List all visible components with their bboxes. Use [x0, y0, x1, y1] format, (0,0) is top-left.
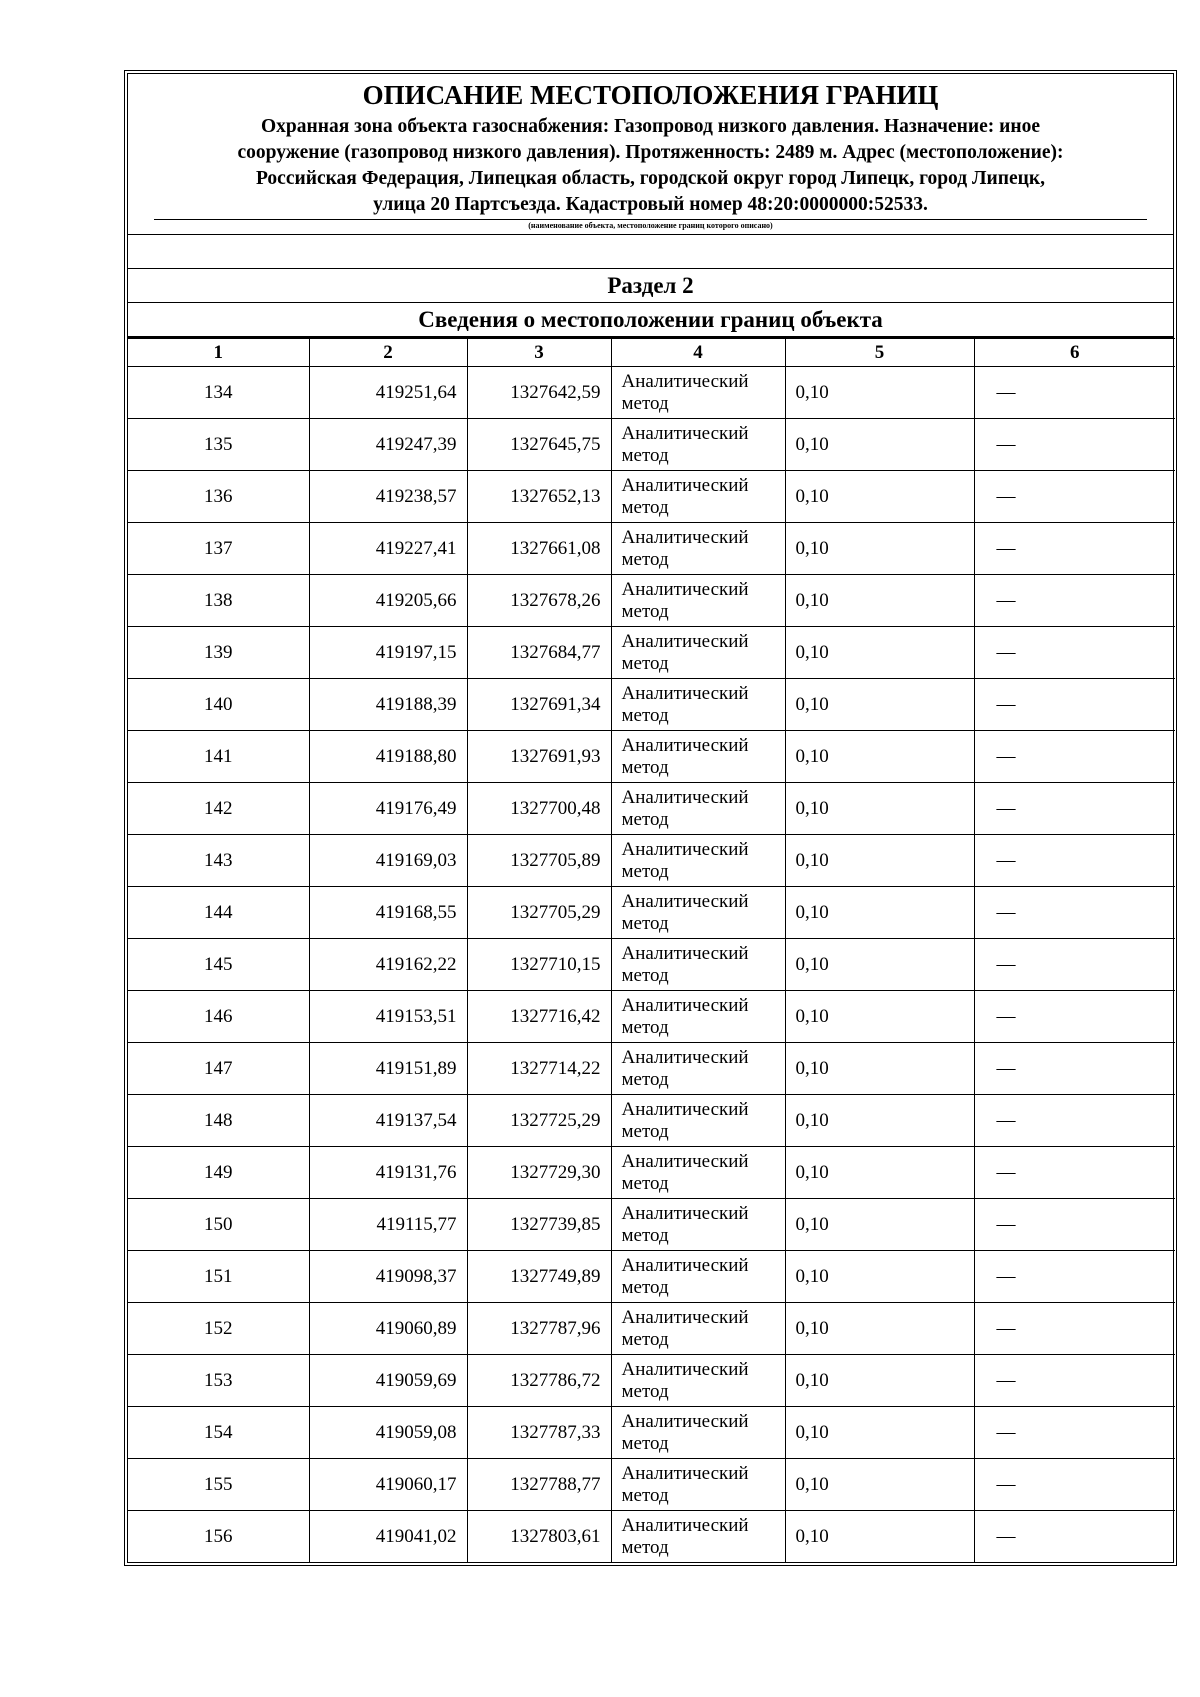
description-cell: — — [974, 1199, 1175, 1251]
accuracy-cell: 0,10 — [785, 627, 974, 679]
x-coordinate-cell: 419188,80 — [309, 731, 467, 783]
method-line: метод — [621, 1328, 669, 1350]
table-header-row — [128, 339, 1175, 367]
section-title: Сведения о местоположении границ объекта — [128, 303, 1173, 338]
method-cell — [611, 523, 785, 575]
method-cell — [611, 887, 785, 939]
method-line: метод — [621, 548, 669, 570]
method-cell — [611, 939, 785, 991]
point-number-cell: 154 — [128, 1407, 309, 1459]
table-row — [128, 887, 1175, 939]
table-row — [128, 679, 1175, 731]
table-row — [128, 627, 1175, 679]
method-line: метод — [621, 1484, 669, 1506]
point-number-cell: 148 — [128, 1095, 309, 1147]
table-row — [128, 1095, 1175, 1147]
point-number-cell: 147 — [128, 1043, 309, 1095]
y-coordinate-cell: 1327788,77 — [467, 1459, 611, 1511]
accuracy-cell: 0,10 — [785, 523, 974, 575]
method-line: метод — [621, 1276, 669, 1298]
table-row — [128, 1199, 1175, 1251]
description-cell: — — [974, 367, 1175, 419]
description-cell: — — [974, 1407, 1175, 1459]
method-cell — [611, 627, 785, 679]
table-row — [128, 1355, 1175, 1407]
point-number-cell: 155 — [128, 1459, 309, 1511]
x-coordinate-cell: 419169,03 — [309, 835, 467, 887]
subtitle-line: улица 20 Партсъезда. Кадастровый номер 48:20:0000000:52533. — [373, 194, 928, 215]
point-number-cell: 152 — [128, 1303, 309, 1355]
method-cell — [611, 679, 785, 731]
description-cell: — — [974, 1459, 1175, 1511]
method-cell — [611, 575, 785, 627]
x-coordinate-cell: 419060,17 — [309, 1459, 467, 1511]
x-coordinate-cell: 419162,22 — [309, 939, 467, 991]
method-line: метод — [621, 860, 669, 882]
y-coordinate-cell: 1327787,96 — [467, 1303, 611, 1355]
method-line: Аналитический — [621, 422, 749, 444]
method-line: Аналитический — [621, 734, 749, 756]
x-coordinate-cell: 419168,55 — [309, 887, 467, 939]
description-cell: — — [974, 1511, 1175, 1563]
method-line: Аналитический — [621, 890, 749, 912]
table-row — [128, 367, 1175, 419]
method-line: метод — [621, 912, 669, 934]
method-line: метод — [621, 756, 669, 778]
y-coordinate-cell: 1327739,85 — [467, 1199, 611, 1251]
method-line: Аналитический — [621, 1462, 749, 1484]
point-number-cell: 156 — [128, 1511, 309, 1563]
point-number-cell: 140 — [128, 679, 309, 731]
subtitle-line: Охранная зона объекта газоснабжения: Газопровод низкого давления. Назначение: иное — [261, 116, 1040, 137]
accuracy-cell: 0,10 — [785, 835, 974, 887]
method-cell — [611, 1043, 785, 1095]
table-row — [128, 1407, 1175, 1459]
method-cell — [611, 991, 785, 1043]
x-coordinate-cell: 419188,39 — [309, 679, 467, 731]
subtitle-line: Российская Федерация, Липецкая область, городской округ город Липецк, город Липецк, — [256, 168, 1045, 189]
y-coordinate-cell: 1327803,61 — [467, 1511, 611, 1563]
accuracy-cell: 0,10 — [785, 939, 974, 991]
method-line: Аналитический — [621, 1358, 749, 1380]
column-header: 2 — [309, 339, 467, 367]
x-coordinate-cell: 419137,54 — [309, 1095, 467, 1147]
document-frame — [124, 70, 1177, 1566]
y-coordinate-cell: 1327661,08 — [467, 523, 611, 575]
method-cell — [611, 1459, 785, 1511]
method-line: метод — [621, 1068, 669, 1090]
description-cell: — — [974, 1303, 1175, 1355]
method-line: метод — [621, 808, 669, 830]
accuracy-cell: 0,10 — [785, 679, 974, 731]
method-cell — [611, 1407, 785, 1459]
point-number-cell: 135 — [128, 419, 309, 471]
description-cell: — — [974, 835, 1175, 887]
y-coordinate-cell: 1327716,42 — [467, 991, 611, 1043]
table-row — [128, 1251, 1175, 1303]
x-coordinate-cell: 419059,08 — [309, 1407, 467, 1459]
point-number-cell: 142 — [128, 783, 309, 835]
y-coordinate-cell: 1327691,93 — [467, 731, 611, 783]
table-row — [128, 991, 1175, 1043]
y-coordinate-cell: 1327705,29 — [467, 887, 611, 939]
x-coordinate-cell: 419251,64 — [309, 367, 467, 419]
y-coordinate-cell: 1327700,48 — [467, 783, 611, 835]
method-line: Аналитический — [621, 578, 749, 600]
x-coordinate-cell: 419041,02 — [309, 1511, 467, 1563]
x-coordinate-cell: 419060,89 — [309, 1303, 467, 1355]
description-cell: — — [974, 1043, 1175, 1095]
method-line: Аналитический — [621, 1150, 749, 1172]
method-line: Аналитический — [621, 1410, 749, 1432]
table-row — [128, 471, 1175, 523]
description-cell: — — [974, 575, 1175, 627]
description-cell: — — [974, 627, 1175, 679]
y-coordinate-cell: 1327678,26 — [467, 575, 611, 627]
accuracy-cell: 0,10 — [785, 1043, 974, 1095]
accuracy-cell: 0,10 — [785, 471, 974, 523]
method-cell — [611, 1199, 785, 1251]
description-cell: — — [974, 887, 1175, 939]
description-cell: — — [974, 1147, 1175, 1199]
accuracy-cell: 0,10 — [785, 1511, 974, 1563]
object-caption: (наименование объекта, местоположение границ которого описано) — [528, 221, 773, 230]
method-cell — [611, 1511, 785, 1563]
method-line: метод — [621, 496, 669, 518]
description-cell: — — [974, 731, 1175, 783]
method-cell — [611, 367, 785, 419]
description-cell: — — [974, 1095, 1175, 1147]
method-line: метод — [621, 1120, 669, 1142]
y-coordinate-cell: 1327710,15 — [467, 939, 611, 991]
table-row — [128, 939, 1175, 991]
method-line: метод — [621, 1432, 669, 1454]
table-row — [128, 835, 1175, 887]
method-line: Аналитический — [621, 370, 749, 392]
method-line: Аналитический — [621, 1046, 749, 1068]
method-line: метод — [621, 704, 669, 726]
x-coordinate-cell: 419059,69 — [309, 1355, 467, 1407]
table-row — [128, 1043, 1175, 1095]
table-row — [128, 523, 1175, 575]
method-line: Аналитический — [621, 994, 749, 1016]
method-cell — [611, 471, 785, 523]
y-coordinate-cell: 1327725,29 — [467, 1095, 611, 1147]
accuracy-cell: 0,10 — [785, 1095, 974, 1147]
method-line: метод — [621, 600, 669, 622]
method-line: Аналитический — [621, 1254, 749, 1276]
method-line: метод — [621, 1172, 669, 1194]
point-number-cell: 141 — [128, 731, 309, 783]
method-cell — [611, 1355, 785, 1407]
accuracy-cell: 0,10 — [785, 731, 974, 783]
y-coordinate-cell: 1327786,72 — [467, 1355, 611, 1407]
method-line: Аналитический — [621, 1306, 749, 1328]
x-coordinate-cell: 419115,77 — [309, 1199, 467, 1251]
method-cell — [611, 1095, 785, 1147]
table-row — [128, 1303, 1175, 1355]
accuracy-cell: 0,10 — [785, 991, 974, 1043]
accuracy-cell: 0,10 — [785, 1459, 974, 1511]
table-row — [128, 1459, 1175, 1511]
method-line: метод — [621, 1536, 669, 1558]
subtitle-line: сооружение (газопровод низкого давления). Протяженность: 2489 м. Адрес (местоположение): — [237, 142, 1064, 163]
method-line: метод — [621, 1224, 669, 1246]
method-line: метод — [621, 392, 669, 414]
method-cell — [611, 419, 785, 471]
method-cell — [611, 731, 785, 783]
point-number-cell: 138 — [128, 575, 309, 627]
method-line: Аналитический — [621, 526, 749, 548]
x-coordinate-cell: 419151,89 — [309, 1043, 467, 1095]
method-cell — [611, 835, 785, 887]
y-coordinate-cell: 1327691,34 — [467, 679, 611, 731]
point-number-cell: 146 — [128, 991, 309, 1043]
method-line: метод — [621, 444, 669, 466]
y-coordinate-cell: 1327684,77 — [467, 627, 611, 679]
accuracy-cell: 0,10 — [785, 367, 974, 419]
description-cell: — — [974, 419, 1175, 471]
section-number: Раздел 2 — [128, 269, 1173, 303]
x-coordinate-cell: 419098,37 — [309, 1251, 467, 1303]
document-header — [128, 74, 1173, 235]
point-number-cell: 145 — [128, 939, 309, 991]
method-line: метод — [621, 652, 669, 674]
method-line: Аналитический — [621, 682, 749, 704]
subtitle-underlined-line — [154, 192, 1147, 220]
blank-row — [128, 235, 1173, 269]
description-cell: — — [974, 783, 1175, 835]
x-coordinate-cell: 419247,39 — [309, 419, 467, 471]
x-coordinate-cell: 419131,76 — [309, 1147, 467, 1199]
column-header: 1 — [128, 339, 309, 367]
description-cell: — — [974, 471, 1175, 523]
y-coordinate-cell: 1327642,59 — [467, 367, 611, 419]
document-subtitle — [138, 114, 1163, 220]
point-number-cell: 149 — [128, 1147, 309, 1199]
table-row — [128, 1147, 1175, 1199]
table-row — [128, 1511, 1175, 1563]
method-line: Аналитический — [621, 1202, 749, 1224]
accuracy-cell: 0,10 — [785, 887, 974, 939]
coordinates-table — [128, 338, 1175, 1562]
x-coordinate-cell: 419238,57 — [309, 471, 467, 523]
column-header: 5 — [785, 339, 974, 367]
description-cell: — — [974, 523, 1175, 575]
description-cell: — — [974, 1355, 1175, 1407]
y-coordinate-cell: 1327652,13 — [467, 471, 611, 523]
point-number-cell: 134 — [128, 367, 309, 419]
method-cell — [611, 783, 785, 835]
description-cell: — — [974, 991, 1175, 1043]
point-number-cell: 150 — [128, 1199, 309, 1251]
method-line: Аналитический — [621, 474, 749, 496]
x-coordinate-cell: 419153,51 — [309, 991, 467, 1043]
accuracy-cell: 0,10 — [785, 1147, 974, 1199]
accuracy-cell: 0,10 — [785, 1199, 974, 1251]
table-row — [128, 783, 1175, 835]
x-coordinate-cell: 419176,49 — [309, 783, 467, 835]
method-line: Аналитический — [621, 786, 749, 808]
method-line: Аналитический — [621, 942, 749, 964]
accuracy-cell: 0,10 — [785, 419, 974, 471]
description-cell: — — [974, 679, 1175, 731]
x-coordinate-cell: 419197,15 — [309, 627, 467, 679]
table-row — [128, 731, 1175, 783]
method-cell — [611, 1147, 785, 1199]
y-coordinate-cell: 1327705,89 — [467, 835, 611, 887]
document-inner-frame — [127, 73, 1174, 1563]
y-coordinate-cell: 1327749,89 — [467, 1251, 611, 1303]
y-coordinate-cell: 1327645,75 — [467, 419, 611, 471]
y-coordinate-cell: 1327714,22 — [467, 1043, 611, 1095]
method-line: метод — [621, 1016, 669, 1038]
column-header: 3 — [467, 339, 611, 367]
y-coordinate-cell: 1327787,33 — [467, 1407, 611, 1459]
document-title: ОПИСАНИЕ МЕСТОПОЛОЖЕНИЯ ГРАНИЦ — [362, 80, 939, 110]
point-number-cell: 136 — [128, 471, 309, 523]
point-number-cell: 153 — [128, 1355, 309, 1407]
y-coordinate-cell: 1327729,30 — [467, 1147, 611, 1199]
method-line: Аналитический — [621, 838, 749, 860]
accuracy-cell: 0,10 — [785, 1407, 974, 1459]
method-line: Аналитический — [621, 1514, 749, 1536]
method-cell — [611, 1303, 785, 1355]
column-header: 4 — [611, 339, 785, 367]
point-number-cell: 137 — [128, 523, 309, 575]
method-line: Аналитический — [621, 630, 749, 652]
method-line: метод — [621, 964, 669, 986]
accuracy-cell: 0,10 — [785, 575, 974, 627]
point-number-cell: 139 — [128, 627, 309, 679]
point-number-cell: 151 — [128, 1251, 309, 1303]
table-row — [128, 419, 1175, 471]
description-cell: — — [974, 1251, 1175, 1303]
description-cell: — — [974, 939, 1175, 991]
method-cell — [611, 1251, 785, 1303]
method-line: метод — [621, 1380, 669, 1402]
x-coordinate-cell: 419205,66 — [309, 575, 467, 627]
point-number-cell: 143 — [128, 835, 309, 887]
point-number-cell: 144 — [128, 887, 309, 939]
column-header: 6 — [974, 339, 1175, 367]
accuracy-cell: 0,10 — [785, 1355, 974, 1407]
method-line: Аналитический — [621, 1098, 749, 1120]
accuracy-cell: 0,10 — [785, 1251, 974, 1303]
accuracy-cell: 0,10 — [785, 783, 974, 835]
table-row — [128, 575, 1175, 627]
accuracy-cell: 0,10 — [785, 1303, 974, 1355]
x-coordinate-cell: 419227,41 — [309, 523, 467, 575]
